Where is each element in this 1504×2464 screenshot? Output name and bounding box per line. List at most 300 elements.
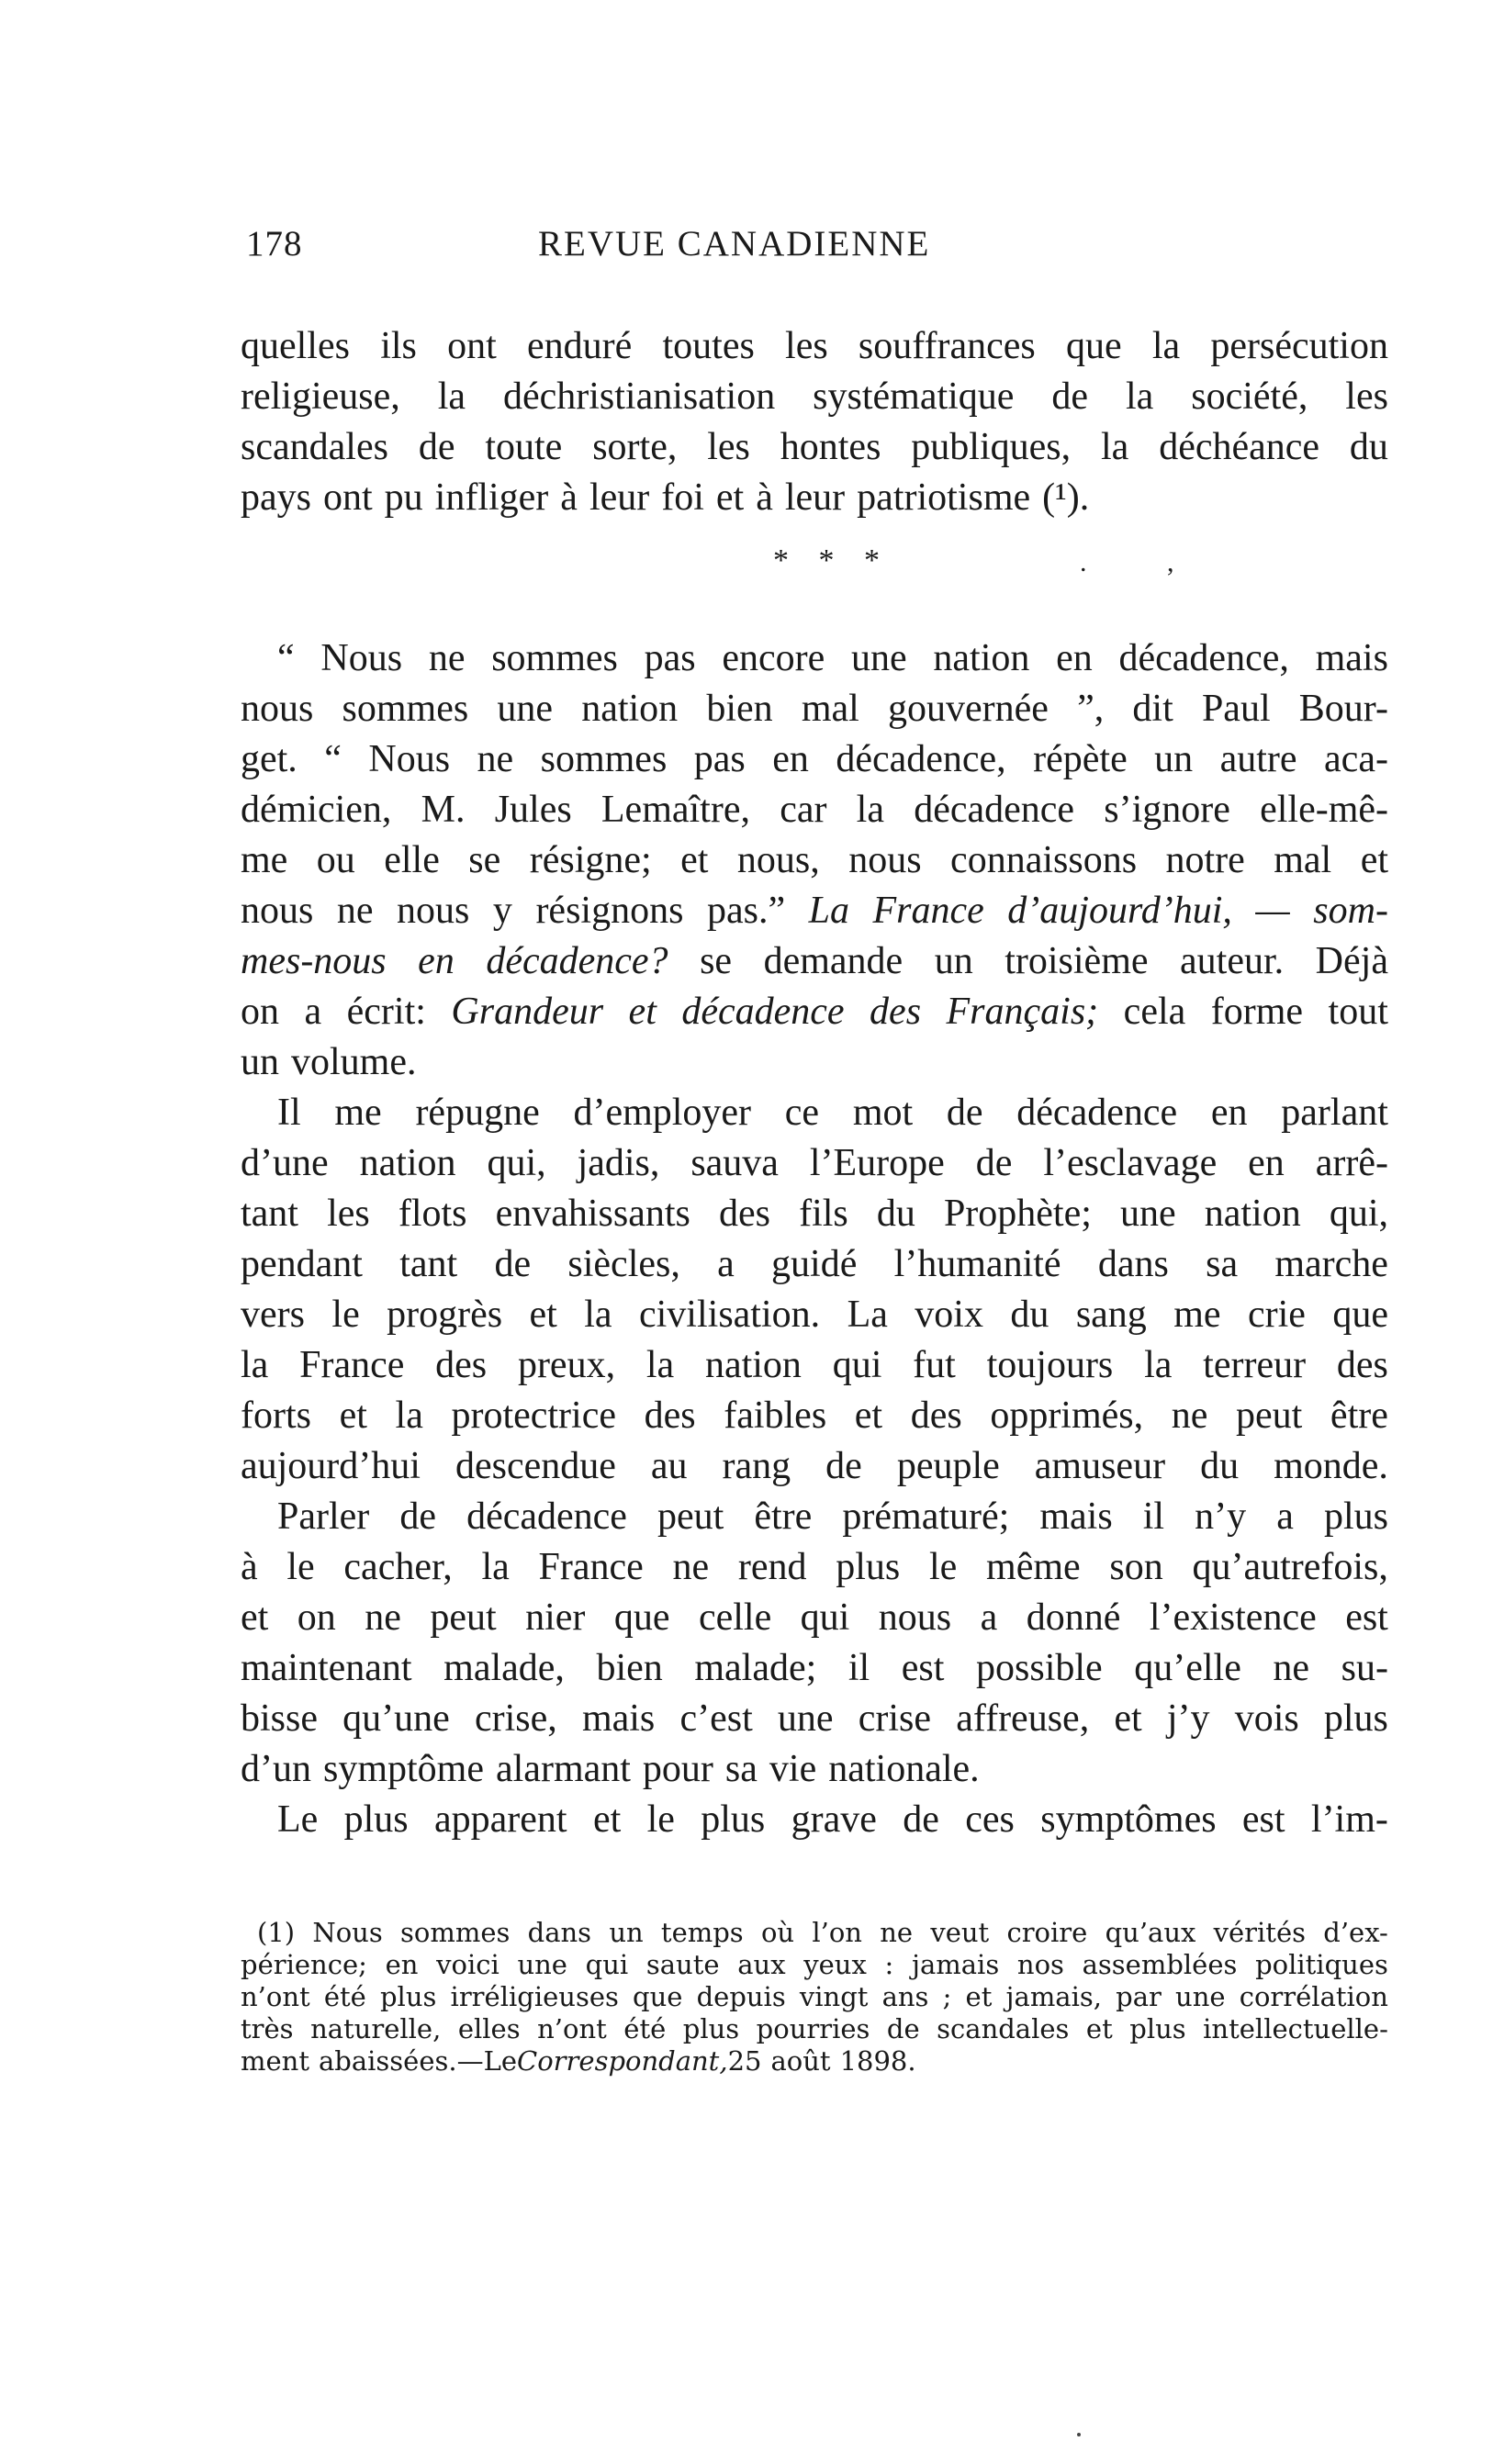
word: et	[965, 1981, 993, 2012]
word: Lemaître,	[600, 789, 750, 831]
word: nous	[241, 890, 314, 932]
word: par	[1116, 1981, 1162, 2012]
text-line	[241, 633, 1388, 684]
word: ce	[784, 1092, 820, 1134]
word: croire	[1006, 1917, 1088, 1948]
word: les	[1345, 375, 1388, 418]
text-line	[241, 1542, 1388, 1593]
word: car	[780, 789, 827, 831]
word: qu’aux	[1105, 1917, 1196, 1948]
word: France	[299, 1344, 405, 1386]
footnote-line	[241, 1917, 1388, 1949]
text-line	[241, 1340, 1388, 1391]
word: forme	[1210, 991, 1304, 1033]
word: un	[241, 1041, 279, 1083]
word: Le	[277, 1798, 319, 1841]
text-line	[241, 1795, 1388, 1845]
word: a	[717, 1243, 735, 1285]
word: plus	[379, 1981, 437, 2012]
word: et	[1114, 1697, 1142, 1740]
word: demande	[763, 940, 904, 982]
word: été	[323, 1981, 366, 2012]
word: sorte,	[592, 426, 678, 468]
word: systématique	[813, 375, 1015, 418]
journal-title: REVUE CANADIENNE	[538, 224, 931, 263]
word: 25	[727, 2045, 762, 2077]
word: tout	[1328, 991, 1388, 1033]
word: les	[707, 426, 750, 468]
text-line	[241, 1492, 1388, 1542]
word: leur	[589, 476, 650, 519]
word: qui	[832, 1344, 882, 1386]
word: nation	[933, 637, 1030, 679]
word: corrélation	[1239, 1981, 1388, 2012]
body-text	[241, 321, 1388, 1845]
word: possible	[976, 1647, 1103, 1689]
word: un	[934, 940, 973, 982]
word: peuple	[896, 1445, 1000, 1487]
word: gouvernée	[888, 688, 1049, 730]
word: le	[646, 1798, 675, 1841]
text-line	[241, 936, 1388, 987]
word: jamais,	[1005, 1981, 1102, 2012]
word: ont	[323, 476, 373, 519]
word: une	[1175, 1981, 1226, 2012]
word: envahissants	[495, 1193, 690, 1235]
word: mal	[801, 688, 859, 730]
word: foi	[661, 476, 704, 519]
word: nation	[359, 1142, 456, 1184]
word: en	[772, 738, 809, 780]
word: preux,	[517, 1344, 616, 1386]
word: du	[1200, 1445, 1240, 1487]
paragraph-2	[241, 633, 1388, 1088]
word: temps	[660, 1917, 744, 1948]
word: une	[777, 1697, 834, 1740]
word: encore	[722, 637, 825, 679]
word: écrit:	[346, 991, 426, 1033]
word: fut	[913, 1344, 956, 1386]
word: notre	[1165, 839, 1245, 881]
word: plus	[343, 1798, 409, 1841]
word: maintenant	[241, 1647, 412, 1689]
word: très	[241, 2013, 294, 2044]
italic-word: mes-nous	[241, 940, 387, 982]
word: nationale.	[828, 1748, 980, 1790]
word: le	[286, 1546, 315, 1588]
word: volume.	[291, 1041, 417, 1083]
paragraph-4	[241, 1492, 1388, 1795]
paragraph-1	[241, 321, 1388, 523]
word: de	[399, 1495, 437, 1538]
word: voix	[915, 1294, 983, 1336]
word: du	[876, 1193, 915, 1235]
italic-word: décadence?	[486, 940, 668, 982]
word: nous	[397, 890, 470, 932]
word: que	[1065, 325, 1122, 367]
word: sauva	[690, 1142, 779, 1184]
word: Jules	[494, 789, 572, 831]
asterism: * * *	[773, 543, 891, 577]
word: cela	[1123, 991, 1186, 1033]
word: et	[1085, 2013, 1113, 2044]
word: des	[435, 1344, 488, 1386]
word: crise,	[474, 1697, 557, 1740]
word: de	[494, 1243, 532, 1285]
word: plus	[1129, 2013, 1186, 2044]
word: et	[592, 1798, 622, 1841]
italic-word: des	[870, 991, 922, 1033]
word: quelles	[241, 325, 350, 367]
word: au	[650, 1445, 688, 1487]
word: qu’une	[342, 1697, 450, 1740]
word: vois	[1234, 1697, 1299, 1740]
word: irréligieuses	[450, 1981, 619, 2012]
italic-word: Correspondant,	[517, 2045, 728, 2077]
word: décadence	[914, 789, 1075, 831]
word: Parler	[277, 1495, 370, 1538]
word: qu’autrefois,	[1192, 1546, 1388, 1588]
text-line	[241, 473, 1388, 523]
word: pourries	[756, 2013, 870, 2044]
word: politiques	[1255, 1949, 1388, 1980]
word: ont	[447, 325, 497, 367]
word: l’on	[812, 1917, 862, 1948]
word: la	[437, 375, 466, 418]
word: la	[645, 1344, 675, 1386]
word: qui	[800, 1596, 850, 1639]
word: scandales	[241, 426, 388, 468]
word: une	[497, 688, 554, 730]
word: tant	[399, 1243, 458, 1285]
word: en	[385, 1949, 419, 1980]
word: il	[847, 1647, 870, 1689]
italic-word: Français;	[946, 991, 1099, 1033]
word: civilisation.	[639, 1294, 821, 1336]
footnote-line	[241, 2045, 1388, 2078]
word: l’humanité	[893, 1243, 1061, 1285]
word: ne	[1171, 1394, 1208, 1437]
word: yeux	[803, 1949, 867, 1980]
word: jamais	[911, 1949, 1000, 1980]
word: à	[241, 1546, 258, 1588]
word: forts	[241, 1394, 311, 1437]
word: de	[825, 1445, 862, 1487]
word: nation	[704, 1344, 802, 1386]
word: symptômes	[1040, 1798, 1217, 1841]
word: sommes	[491, 637, 618, 679]
word: assemblées	[1082, 1949, 1238, 1980]
text-line	[241, 987, 1388, 1037]
word: vie	[769, 1748, 817, 1790]
word: Prophète;	[943, 1193, 1092, 1235]
word: de	[975, 1142, 1013, 1184]
word: peut	[657, 1495, 724, 1538]
italic-word: som-	[1313, 890, 1388, 932]
word: et	[529, 1294, 557, 1336]
word: su-	[1341, 1647, 1388, 1689]
italic-word: décadence	[681, 991, 845, 1033]
paragraph-5	[241, 1795, 1388, 1845]
word: jadis,	[577, 1142, 660, 1184]
word: (¹).	[1042, 476, 1090, 519]
word: vingt	[799, 1981, 869, 2012]
footnote-line	[241, 1949, 1388, 1981]
word: cacher,	[343, 1546, 453, 1588]
word: bisse	[241, 1697, 318, 1740]
word: autre	[1219, 738, 1297, 780]
word: être	[754, 1495, 813, 1538]
word: La	[847, 1294, 888, 1336]
text-line	[241, 1138, 1388, 1189]
word: et	[680, 839, 709, 881]
word: monde.	[1274, 1445, 1388, 1487]
word: auteur.	[1180, 940, 1285, 982]
page-speck	[1077, 2433, 1081, 2436]
word: toujours	[986, 1344, 1114, 1386]
word: l’Europe	[809, 1142, 945, 1184]
word: elle	[384, 839, 440, 881]
word: qui,	[487, 1142, 546, 1184]
word: me	[334, 1092, 382, 1134]
word: y	[492, 890, 512, 932]
word: flots	[398, 1193, 467, 1235]
word: de	[903, 1798, 939, 1841]
word: la	[481, 1546, 510, 1588]
word: le	[331, 1294, 360, 1336]
word: c’est	[679, 1697, 753, 1740]
word: ou	[316, 839, 355, 881]
text-line	[241, 1441, 1388, 1492]
word: la	[1144, 1344, 1173, 1386]
word: affreuse,	[956, 1697, 1090, 1740]
text-line	[241, 1088, 1388, 1138]
word: sommes	[400, 1917, 511, 1948]
text-line	[241, 321, 1388, 372]
text-line	[241, 422, 1388, 473]
text-line	[241, 734, 1388, 785]
word: faibles	[724, 1394, 827, 1437]
word: ces	[965, 1798, 1015, 1841]
word: aux	[737, 1949, 786, 1980]
word: la	[241, 1344, 269, 1386]
word: aujourd’hui	[241, 1445, 421, 1487]
word: me	[241, 839, 288, 881]
word: et	[339, 1394, 367, 1437]
word: mais	[1315, 637, 1388, 679]
word: la	[395, 1394, 423, 1437]
word: périence;	[241, 1949, 367, 1980]
word: sa	[1206, 1243, 1239, 1285]
word: la	[1125, 375, 1154, 418]
word: la	[584, 1294, 612, 1336]
word: get.	[241, 738, 297, 780]
word: que	[613, 1596, 670, 1639]
word: ne	[672, 1546, 710, 1588]
word: des	[644, 1394, 696, 1437]
word: des	[910, 1394, 962, 1437]
word: n’ont	[241, 1981, 310, 2012]
word: intellectuelle-	[1203, 2013, 1388, 2044]
word: plus	[836, 1546, 901, 1588]
word: leur	[784, 476, 846, 519]
word: malade,	[443, 1647, 565, 1689]
word: souffrances	[858, 325, 1036, 367]
word: parlant	[1281, 1092, 1388, 1134]
word: de	[886, 2013, 920, 2044]
italic-word: France	[872, 890, 984, 932]
word: persécution	[1210, 325, 1388, 367]
word: aca-	[1324, 738, 1388, 780]
word: scandales	[937, 2013, 1070, 2044]
word: du	[1349, 426, 1388, 468]
word: du	[1010, 1294, 1049, 1336]
word: (1)	[257, 1917, 296, 1948]
word: ne	[880, 1917, 914, 1948]
footnote	[241, 1917, 1388, 2078]
word: son	[1109, 1546, 1163, 1588]
text-line	[241, 1239, 1388, 1290]
word: Paul	[1201, 688, 1271, 730]
word: et	[854, 1394, 883, 1437]
word: “	[324, 738, 342, 780]
word: descendue	[455, 1445, 616, 1487]
word: un	[609, 1917, 644, 1948]
text-line	[241, 886, 1388, 936]
word: vers	[241, 1294, 305, 1336]
word: guidé	[771, 1243, 858, 1285]
word: pas.”	[706, 890, 786, 932]
word: se	[468, 839, 501, 881]
word: d’une	[241, 1142, 329, 1184]
word: la	[1101, 426, 1129, 468]
word: en	[1248, 1142, 1285, 1184]
word: religieuse,	[241, 375, 400, 418]
word: peut	[430, 1596, 497, 1639]
word: ne	[1273, 1647, 1310, 1689]
word: mais	[581, 1697, 656, 1740]
word: déchéance	[1159, 426, 1320, 468]
running-head	[246, 223, 1049, 274]
word: de	[418, 426, 455, 468]
word: Déjà	[1315, 940, 1388, 982]
word: protectrice	[451, 1394, 616, 1437]
word: on	[297, 1596, 336, 1639]
italic-word: La	[808, 890, 849, 932]
word: et	[241, 1596, 269, 1639]
word: elle-mê-	[1260, 789, 1388, 831]
word: est	[901, 1647, 945, 1689]
word: rang	[722, 1445, 791, 1487]
word: donné	[1026, 1596, 1121, 1639]
word: de	[1051, 375, 1089, 418]
word: sa	[724, 1748, 758, 1790]
word: :	[884, 1949, 894, 1980]
word: que	[1332, 1294, 1388, 1336]
word: nation	[581, 688, 679, 730]
text-line	[241, 785, 1388, 835]
italic-word: en	[418, 940, 455, 982]
word: ”,	[1077, 688, 1105, 730]
word: a	[304, 991, 322, 1033]
word: sang	[1075, 1294, 1147, 1336]
word: à	[560, 476, 578, 519]
word: on	[241, 991, 279, 1033]
word: Nous	[320, 637, 403, 679]
word: août	[770, 2045, 831, 2077]
word: a	[980, 1596, 998, 1639]
word: publiques,	[911, 426, 1072, 468]
word: France	[538, 1546, 644, 1588]
word: nous,	[736, 839, 820, 881]
word: crie	[1247, 1294, 1306, 1336]
word: tant	[241, 1193, 298, 1235]
word: de	[946, 1092, 983, 1134]
word: où	[760, 1917, 795, 1948]
text-line	[241, 1643, 1388, 1694]
word: les	[327, 1193, 370, 1235]
word: mot	[852, 1092, 914, 1134]
word: en	[1056, 637, 1093, 679]
word: prématuré;	[842, 1495, 1010, 1538]
italic-word: d’aujourd’hui,	[1007, 890, 1232, 932]
section-separator	[241, 523, 1388, 633]
italic-word: et	[628, 991, 657, 1033]
word: pas	[644, 637, 696, 679]
word: Nous	[368, 738, 451, 780]
word: ;	[942, 1981, 952, 2012]
word: patriotisme	[857, 476, 1031, 519]
word: n’ont	[537, 2013, 607, 2044]
word: est	[1345, 1596, 1388, 1639]
stray-marks: . ,	[1080, 547, 1211, 577]
word: en	[1210, 1092, 1248, 1134]
word: ne	[336, 890, 374, 932]
word: un	[1154, 738, 1194, 780]
word: troisième	[1005, 940, 1149, 982]
word: répète	[1033, 738, 1128, 780]
page-number: 178	[246, 224, 303, 263]
word: fils	[799, 1193, 848, 1235]
word: pas	[693, 738, 746, 780]
word: mais	[1039, 1495, 1113, 1538]
word: l’im-	[1310, 1798, 1388, 1841]
word: saute	[645, 1949, 720, 1980]
word: dans	[527, 1917, 592, 1948]
word: qu’elle	[1134, 1647, 1241, 1689]
word: a	[1276, 1495, 1294, 1538]
word: plus	[701, 1798, 766, 1841]
text-line	[241, 372, 1388, 422]
text-line	[241, 1744, 1388, 1795]
word: est	[1241, 1798, 1285, 1841]
word: “	[277, 637, 295, 679]
word: la	[1151, 325, 1181, 367]
word: plus	[1323, 1697, 1388, 1740]
word: arrê-	[1315, 1142, 1388, 1184]
word: voici	[436, 1949, 499, 1980]
word: enduré	[526, 325, 633, 367]
word: ment	[241, 2045, 309, 2077]
text-line	[241, 1593, 1388, 1643]
word: vérités	[1213, 1917, 1306, 1948]
word: il	[1142, 1495, 1165, 1538]
word: d’un	[241, 1748, 311, 1790]
word: que	[633, 1981, 683, 2012]
text-line	[241, 684, 1388, 734]
word: grave	[791, 1798, 877, 1841]
word: Bour-	[1298, 688, 1388, 730]
